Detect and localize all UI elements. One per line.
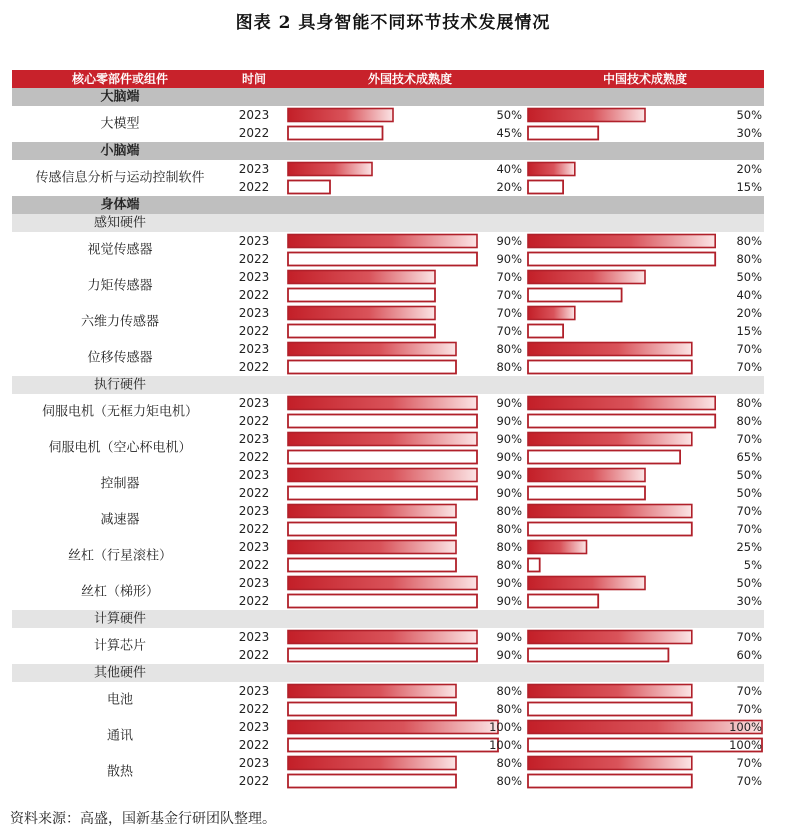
component-label: 传感信息分析与运动控制软件 [35,170,205,186]
china-value-label: 80% [736,234,762,248]
china-bar-2022 [528,127,598,140]
year-label: 2023 [238,342,270,356]
china-bar-2022 [528,253,715,266]
foreign-bar-2023 [288,505,456,518]
foreign-bar-2022 [288,415,477,428]
header-china: 中国技术成熟度 [602,72,688,86]
section-label: 大脑端 [100,89,140,105]
china-value-label: 100% [729,720,762,734]
china-bar-2022 [528,775,692,788]
china-value-label: 65% [736,450,762,464]
china-value-label: 50% [736,108,762,122]
foreign-bar-2023 [288,721,498,734]
foreign-bar-2023 [288,631,477,644]
foreign-value-label: 80% [496,684,522,698]
foreign-bar-2023 [288,469,477,482]
china-value-label: 15% [736,324,762,338]
foreign-value-label: 20% [496,180,522,194]
china-value-label: 70% [736,432,762,446]
year-label: 2023 [238,270,270,284]
foreign-value-label: 50% [496,108,522,122]
china-bar-2022 [528,415,715,428]
china-value-label: 100% [729,738,762,752]
year-label: 2023 [238,432,270,446]
foreign-bar-2022 [288,253,477,266]
year-label: 2023 [238,684,270,698]
foreign-bar-2023 [288,109,393,122]
foreign-bar-2022 [288,451,477,464]
year-label: 2022 [238,522,270,536]
china-value-label: 70% [736,702,762,716]
foreign-bar-2023 [288,343,456,356]
year-label: 2022 [238,738,270,752]
china-bar-2023 [528,235,715,248]
china-value-label: 50% [736,468,762,482]
china-bar-2022 [528,595,598,608]
china-value-label: 40% [736,288,762,302]
china-bar-2022 [528,325,563,338]
year-label: 2023 [238,756,270,770]
source-note: 资料来源：高盛，国新基金行研团队整理。 [10,811,276,827]
foreign-bar-2022 [288,703,456,716]
component-label: 六维力传感器 [80,314,160,330]
foreign-bar-2022 [288,181,330,194]
foreign-value-label: 70% [496,306,522,320]
china-value-label: 30% [736,126,762,140]
foreign-value-label: 90% [496,486,522,500]
china-value-label: 60% [736,648,762,662]
component-label: 大模型 [100,116,140,132]
year-label: 2022 [238,252,270,266]
year-label: 2023 [238,720,270,734]
china-value-label: 30% [736,594,762,608]
foreign-value-label: 90% [496,414,522,428]
china-value-label: 70% [736,522,762,536]
foreign-bar-2022 [288,595,477,608]
foreign-value-label: 70% [496,270,522,284]
year-label: 2023 [238,108,270,122]
china-bar-2022 [528,181,563,194]
year-label: 2023 [238,630,270,644]
year-label: 2022 [238,360,270,374]
china-value-label: 80% [736,396,762,410]
china-value-label: 25% [736,540,762,554]
china-bar-2023 [528,109,645,122]
china-value-label: 70% [736,360,762,374]
foreign-value-label: 70% [496,288,522,302]
china-bar-2022 [528,487,645,500]
subsection-label: 计算硬件 [93,611,147,627]
foreign-value-label: 90% [496,234,522,248]
foreign-bar-2022 [288,559,456,572]
foreign-value-label: 90% [496,450,522,464]
foreign-bar-2022 [288,325,435,338]
china-bar-2023 [528,307,575,320]
subsection-label: 执行硬件 [93,377,147,393]
subsection-label: 其他硬件 [93,665,147,681]
year-label: 2022 [238,126,270,140]
foreign-value-label: 100% [489,720,522,734]
year-label: 2022 [238,486,270,500]
foreign-value-label: 90% [496,630,522,644]
foreign-value-label: 80% [496,774,522,788]
component-label: 伺服电机（无框力矩电机） [41,404,199,420]
year-label: 2023 [238,540,270,554]
foreign-bar-2023 [288,685,456,698]
foreign-value-label: 80% [496,504,522,518]
foreign-value-label: 90% [496,594,522,608]
foreign-bar-2023 [288,235,477,248]
year-label: 2022 [238,414,270,428]
foreign-bar-2023 [288,307,435,320]
china-bar-2022 [528,289,622,302]
foreign-bar-2023 [288,433,477,446]
foreign-value-label: 80% [496,702,522,716]
year-label: 2022 [238,324,270,338]
component-label: 丝杠（行星滚柱） [67,548,173,564]
foreign-value-label: 40% [496,162,522,176]
year-label: 2022 [238,288,270,302]
foreign-bar-2023 [288,271,435,284]
year-label: 2023 [238,576,270,590]
component-label: 减速器 [100,512,140,528]
china-value-label: 70% [736,630,762,644]
component-label: 伺服电机（空心杯电机） [48,440,192,456]
china-bar-2023 [528,433,692,446]
foreign-value-label: 80% [496,558,522,572]
foreign-bar-2022 [288,775,456,788]
component-label: 通讯 [106,728,134,744]
foreign-bar-2023 [288,163,372,176]
foreign-bar-2023 [288,757,456,770]
foreign-value-label: 90% [496,252,522,266]
foreign-value-label: 80% [496,540,522,554]
header-foreign: 外国技术成熟度 [367,72,453,86]
china-value-label: 70% [736,684,762,698]
year-label: 2022 [238,702,270,716]
china-value-label: 70% [736,504,762,518]
china-value-label: 20% [736,306,762,320]
foreign-value-label: 80% [496,756,522,770]
china-value-label: 80% [736,414,762,428]
foreign-value-label: 90% [496,396,522,410]
china-bar-2023 [528,271,645,284]
foreign-bar-2022 [288,739,498,752]
foreign-bar-2022 [288,649,477,662]
china-bar-2023 [528,577,645,590]
section-label: 小脑端 [100,143,140,159]
china-value-label: 5% [743,558,762,572]
china-bar-2023 [528,343,692,356]
chart-title: 图表 2 具身智能不同环节技术发展情况 [235,13,551,33]
year-label: 2023 [238,234,270,248]
year-label: 2023 [238,504,270,518]
china-bar-2022 [528,739,762,752]
china-value-label: 70% [736,774,762,788]
china-bar-2022 [528,559,540,572]
foreign-bar-2022 [288,127,383,140]
year-label: 2022 [238,450,270,464]
china-value-label: 20% [736,162,762,176]
china-bar-2022 [528,649,668,662]
china-bar-2023 [528,757,692,770]
foreign-bar-2023 [288,577,477,590]
component-label: 控制器 [100,476,140,492]
header-component: 核心零部件或组件 [71,72,169,86]
china-bar-2023 [528,163,575,176]
foreign-value-label: 90% [496,432,522,446]
component-label: 力矩传感器 [87,278,153,294]
china-bar-2023 [528,505,692,518]
china-bar-2023 [528,541,587,554]
china-bar-2022 [528,703,692,716]
year-label: 2023 [238,468,270,482]
year-label: 2022 [238,558,270,572]
section-label: 身体端 [100,197,140,213]
component-label: 视觉传感器 [87,242,153,258]
foreign-value-label: 80% [496,360,522,374]
china-value-label: 70% [736,342,762,356]
foreign-value-label: 45% [496,126,522,140]
foreign-value-label: 80% [496,522,522,536]
year-label: 2022 [238,648,270,662]
china-bar-2022 [528,451,680,464]
foreign-bar-2023 [288,397,477,410]
china-value-label: 50% [736,270,762,284]
china-value-label: 80% [736,252,762,266]
year-label: 2022 [238,774,270,788]
foreign-bar-2022 [288,523,456,536]
china-bar-2022 [528,361,692,374]
header-year: 时间 [241,72,267,86]
foreign-value-label: 90% [496,648,522,662]
year-label: 2022 [238,180,270,194]
foreign-bar-2022 [288,289,435,302]
component-label: 位移传感器 [87,350,153,366]
component-label: 计算芯片 [93,638,147,654]
foreign-value-label: 80% [496,342,522,356]
china-bar-2023 [528,631,692,644]
foreign-value-label: 70% [496,324,522,338]
china-value-label: 70% [736,756,762,770]
component-label: 散热 [106,764,134,780]
year-label: 2023 [238,162,270,176]
component-label: 电池 [106,692,134,708]
year-label: 2023 [238,396,270,410]
foreign-bar-2023 [288,541,456,554]
china-bar-2023 [528,469,645,482]
component-label: 丝杠（梯形） [80,584,160,600]
china-bar-2022 [528,523,692,536]
china-value-label: 15% [736,180,762,194]
foreign-value-label: 90% [496,468,522,482]
china-bar-2023 [528,397,715,410]
china-bar-2023 [528,685,692,698]
year-label: 2022 [238,594,270,608]
foreign-bar-2022 [288,487,477,500]
china-bar-2023 [528,721,762,734]
foreign-bar-2022 [288,361,456,374]
foreign-value-label: 100% [489,738,522,752]
china-value-label: 50% [736,486,762,500]
subsection-label: 感知硬件 [93,215,147,231]
foreign-value-label: 90% [496,576,522,590]
year-label: 2023 [238,306,270,320]
china-value-label: 50% [736,576,762,590]
